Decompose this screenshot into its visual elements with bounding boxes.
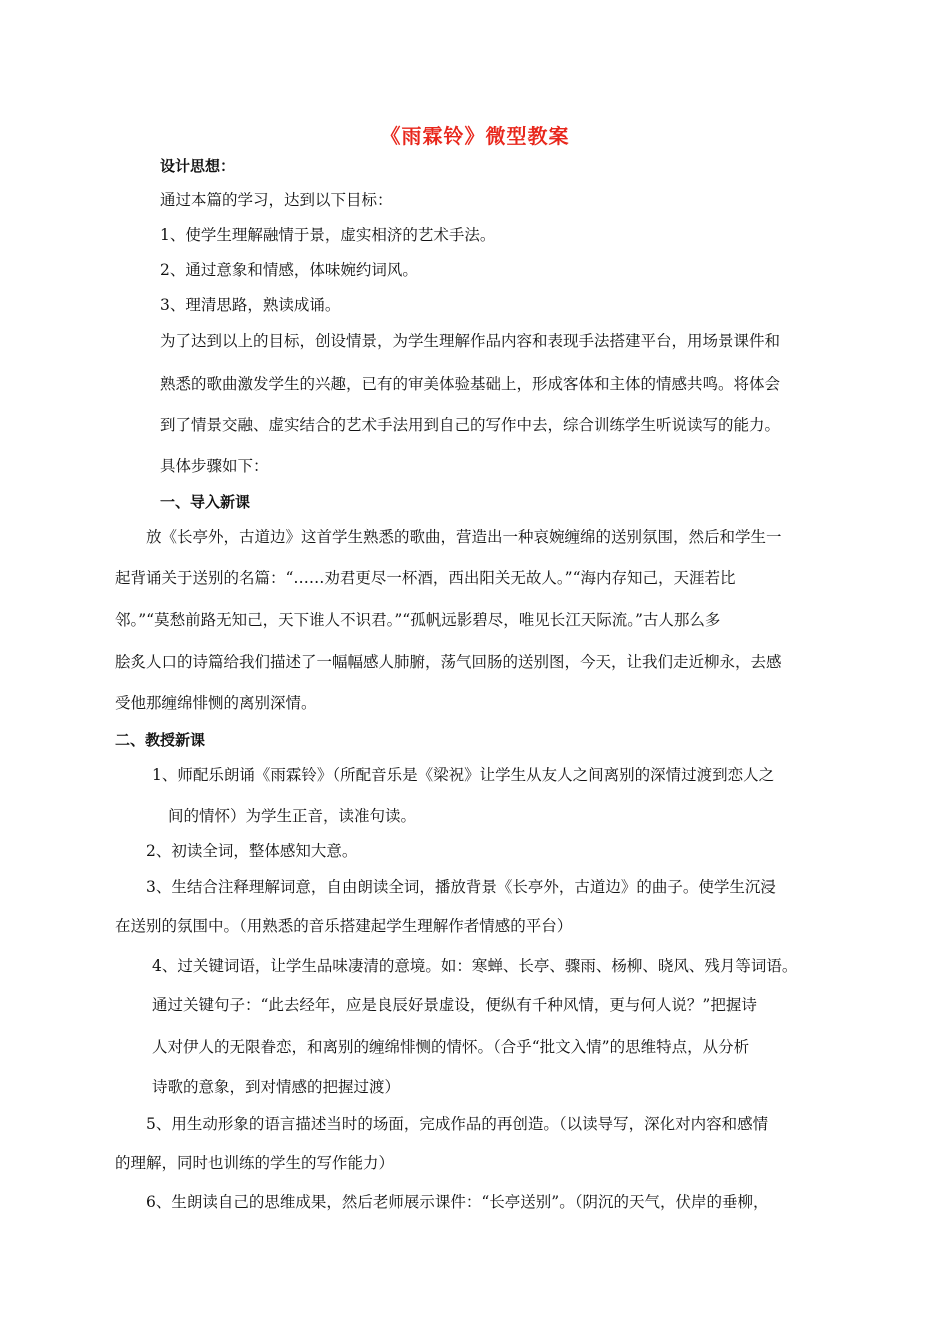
design-para-line: 到了情景交融、虚实结合的艺术手法用到自己的写作中去，综合训练学生听说读写的能力。 [160,416,781,434]
section2-line: 诗歌的意象，到对情感的把握过渡） [152,1078,401,1096]
section2-line: 3、生结合注释理解词意，自由朗读全词，播放背景《长亭外，古道边》的曲子。使学生沉浸 [146,878,776,896]
section2-line: 的理解，同时也训练的学生的写作能力） [115,1154,395,1172]
design-para-line: 为了达到以上的目标，创设情景，为学生理解作品内容和表现手法搭建平台，用场景课件和 [160,332,781,350]
section1-para-line: 脍炙人口的诗篇给我们描述了一幅幅感人肺腑，荡气回肠的送别图，今天，让我们走近柳永，去感 [115,653,782,671]
intro-line: 通过本篇的学习，达到以下目标： [160,191,393,209]
section2-line: 4、过关键词语，让学生品味凄清的意境。如：寒蝉、长亭、骤雨、杨柳、晓风、残月等词语。 [152,957,798,975]
section2-line: 通过关键句子：“此去经年，应是良辰好景虚设，便纵有千种风情，更与何人说？”把握诗 [152,996,757,1014]
document-title: 《雨霖铃》微型教案 [380,124,570,148]
design-heading: 设计思想： [160,157,236,175]
section2-line: 1、师配乐朗诵《雨霖铃》（所配音乐是《梁祝》让学生从友人之间离别的深情过渡到恋人之 [152,766,775,784]
design-para-line: 熟悉的歌曲激发学生的兴趣，已有的审美体验基础上，形成客体和主体的情感共鸣。将体会 [160,375,781,393]
goal-line: 1、使学生理解融情于景，虚实相济的艺术手法。 [160,226,496,244]
section1-para-line: 邻。”“莫愁前路无知己，天下谁人不识君。”“孤帆远影碧尽，唯见长江天际流。”古人那么多 [115,611,721,629]
section2-line: 在送别的氛围中。（用熟悉的音乐搭建起学生理解作者情感的平台） [115,917,573,935]
section2-line: 5、用生动形象的语言描述当时的场面，完成作品的再创造。（以读导写，深化对内容和感情 [146,1115,769,1133]
section2-line: 人对伊人的无限眷恋，和离别的缠绵悱恻的情怀。（合乎“批文入情”的思维特点，从分析 [152,1038,750,1056]
goal-line: 2、通过意象和情感，体味婉约词风。 [160,261,418,279]
section1-heading: 一、导入新课 [160,493,251,511]
section1-para-line: 受他那缠绵悱恻的离别深情。 [115,694,317,712]
goal-line: 3、理清思路，熟读成诵。 [160,296,341,314]
section2-line: 6、生朗读自己的思维成果，然后老师展示课件：“长亭送别”。（阴沉的天气，伏岸的垂柳， [146,1193,769,1211]
section1-para-line: 放《长亭外，古道边》这首学生熟悉的歌曲，营造出一种哀婉缠绵的送别氛围，然后和学生一 [146,528,782,546]
section2-line: 间的情怀）为学生正音，读准句读。 [168,807,417,825]
section1-para-line: 起背诵关于送别的名篇：“……劝君更尽一杯酒，西出阳关无故人。”“海内存知己，天涯若比 [115,569,736,587]
section2-line: 2、初读全词，整体感知大意。 [146,842,358,860]
steps-intro: 具体步骤如下： [160,457,269,475]
section2-heading: 二、教授新课 [115,731,206,749]
